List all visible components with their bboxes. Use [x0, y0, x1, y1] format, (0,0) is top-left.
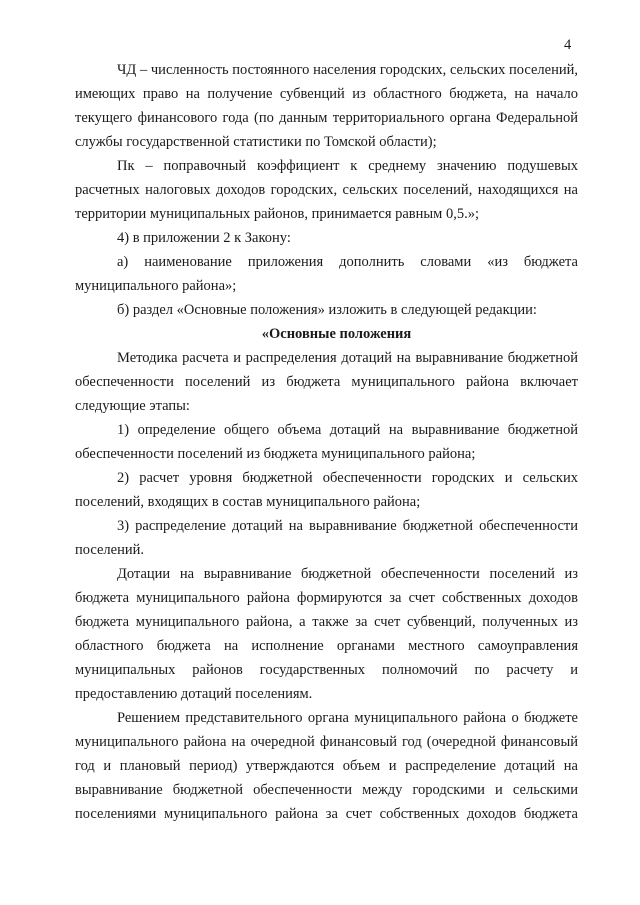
paragraph-council-decision: Решением представительного органа муниципального района о бюджете муниципального района на очередной финансовый год (очередной финансовый год и плановый период) утверждаются объем и распределение дотаций на выравнивание бюджетной обеспеченности между городскими и сельскими поселениями муниципального района за счет собственных доходов бюджета	[75, 710, 578, 822]
paragraph-item-b: б) раздел «Основные положения» изложить в следующей редакции:	[117, 302, 537, 318]
paragraph-methodology-intro: Методика расчета и распределения дотаций на выравнивание бюджетной обеспеченности поселений из бюджета муниципального района включает следующие этапы:	[75, 350, 578, 414]
paragraph-step-1: 1) определение общего объема дотаций на выравнивание бюджетной обеспеченности поселений из бюджета муниципального района;	[75, 422, 578, 462]
paragraph-item-a: а) наименование приложения дополнить словами «из бюджета муниципального района»;	[75, 254, 578, 294]
document-body	[75, 58, 578, 826]
paragraph-funding-sources: Дотации на выравнивание бюджетной обеспеченности поселений из бюджета муниципального района формируются за счет собственных доходов бюджета муниципального района, а также за счет субвенций, полученных из областного бюджета на исполнение органами местного самоуправления муниципальных районов государственных полномочий по расчету и предоставлению дотаций поселениям.	[75, 566, 578, 702]
paragraph-chd-definition: ЧД – численность постоянного населения городских, сельских поселений, имеющих право на получение субвенций из областного бюджета, на начало текущего финансового года (по данным территориального органа Федеральной службы государственной статистики по Томской области);	[75, 62, 578, 150]
paragraph-step-2: 2) расчет уровня бюджетной обеспеченности городских и сельских поселений, входящих в состав муниципального района;	[75, 470, 578, 510]
paragraph-item-4: 4) в приложении 2 к Закону:	[117, 230, 291, 246]
section-heading: «Основные положения	[261, 326, 412, 342]
paragraph-pk-definition: Пк – поправочный коэффициент к среднему значению подушевых расчетных налоговых доходов городских, сельских поселений, находящихся на территории муниципальных районов, принимается равным 0,5.»;	[75, 158, 578, 222]
paragraph-step-3: 3) распределение дотаций на выравнивание бюджетной обеспеченности поселений.	[75, 518, 578, 558]
page-number: 4	[564, 37, 572, 53]
